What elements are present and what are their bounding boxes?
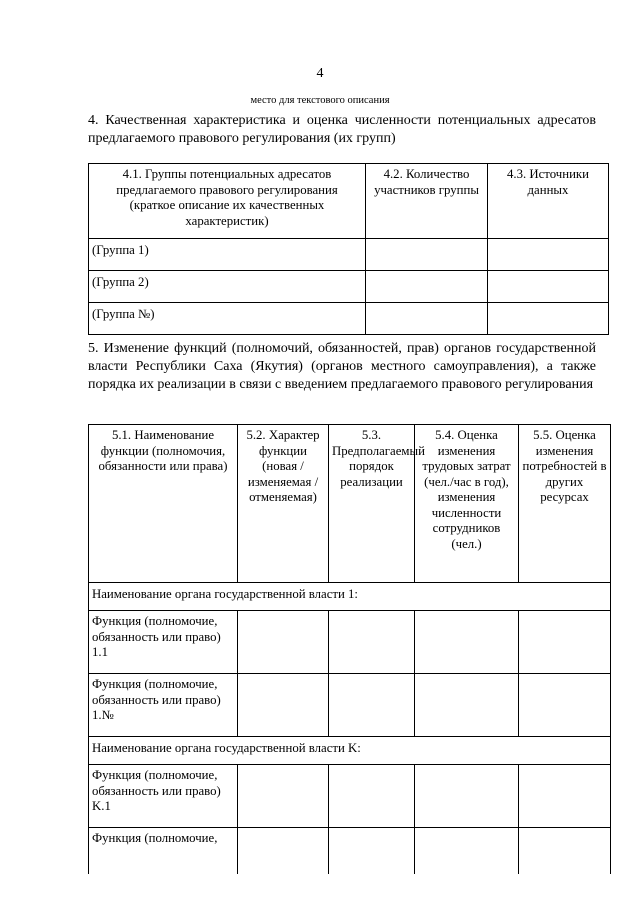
empty-cell xyxy=(329,765,415,828)
header-other-resources: 5.5. Оценка изменения потребностей в других ресурсах xyxy=(519,425,611,583)
empty-cell xyxy=(415,674,519,737)
org-row xyxy=(89,583,611,611)
empty-cell xyxy=(329,611,415,674)
org-name-cell: Наименование органа государственной власти 1: xyxy=(89,583,611,611)
group-name-cell: (Группа №) xyxy=(89,303,366,335)
header-participants-count: 4.2. Количество участников группы xyxy=(366,164,488,239)
functions-change-table xyxy=(88,424,611,874)
table-row xyxy=(89,303,609,335)
table-row xyxy=(89,239,609,271)
text-placeholder-note: место для текстового описания xyxy=(250,95,390,106)
function-name-cell: Функция (полномочие, обязанность или право) K.1 xyxy=(89,765,238,828)
empty-cell xyxy=(488,271,609,303)
function-name-cell: Функция (полномочие, xyxy=(89,828,238,875)
page-number: 4 xyxy=(316,66,324,81)
empty-cell xyxy=(519,611,611,674)
header-labor-costs: 5.4. Оценка изменения трудовых затрат (чел./час в год), изменения численности сотрудников (чел.) xyxy=(415,425,519,583)
org-name-cell: Наименование органа государственной власти K: xyxy=(89,737,611,765)
empty-cell xyxy=(366,271,488,303)
table-row xyxy=(89,765,611,828)
empty-cell xyxy=(329,674,415,737)
header-implementation-order: 5.3. Предполагаемый порядок реализации xyxy=(329,425,415,583)
addressee-groups-table xyxy=(88,163,609,335)
empty-cell xyxy=(238,765,329,828)
table-row xyxy=(89,611,611,674)
org-row xyxy=(89,737,611,765)
empty-cell xyxy=(519,674,611,737)
empty-cell xyxy=(366,303,488,335)
section-4-heading: 4. Качественная характеристика и оценка численности потенциальных адресатов предлагаемого правового регулирования (их групп) xyxy=(88,113,596,146)
empty-cell xyxy=(329,828,415,875)
table-row xyxy=(89,828,611,875)
empty-cell xyxy=(238,674,329,737)
empty-cell xyxy=(238,828,329,875)
header-function-name: 5.1. Наименование функции (полномочия, обязанности или права) xyxy=(89,425,238,583)
empty-cell xyxy=(488,303,609,335)
header-groups: 4.1. Группы потенциальных адресатов предлагаемого правового регулирования (краткое описание их качественных характеристик) xyxy=(89,164,366,239)
header-data-sources: 4.3. Источники данных xyxy=(488,164,609,239)
empty-cell xyxy=(415,828,519,875)
function-name-cell: Функция (полномочие, обязанность или право) 1.1 xyxy=(89,611,238,674)
table-header-row xyxy=(89,164,609,239)
empty-cell xyxy=(366,239,488,271)
group-name-cell: (Группа 1) xyxy=(89,239,366,271)
section-5-heading: 5. Изменение функций (полномочий, обязанностей, прав) органов государственной власти Республики Саха (Якутия) (органов местного самоуправления), а также порядка их реализации в связи с введением предлагаемого правового регулирования xyxy=(88,341,596,392)
empty-cell xyxy=(415,765,519,828)
group-name-cell: (Группа 2) xyxy=(89,271,366,303)
empty-cell xyxy=(488,239,609,271)
empty-cell xyxy=(415,611,519,674)
function-name-cell: Функция (полномочие, обязанность или право) 1.№ xyxy=(89,674,238,737)
empty-cell xyxy=(238,611,329,674)
table-header-row xyxy=(89,425,611,583)
empty-cell xyxy=(519,828,611,875)
empty-cell xyxy=(519,765,611,828)
table-row xyxy=(89,271,609,303)
header-function-type: 5.2. Характер функции (новая / изменяемая / отменяемая) xyxy=(238,425,329,583)
table-row xyxy=(89,674,611,737)
